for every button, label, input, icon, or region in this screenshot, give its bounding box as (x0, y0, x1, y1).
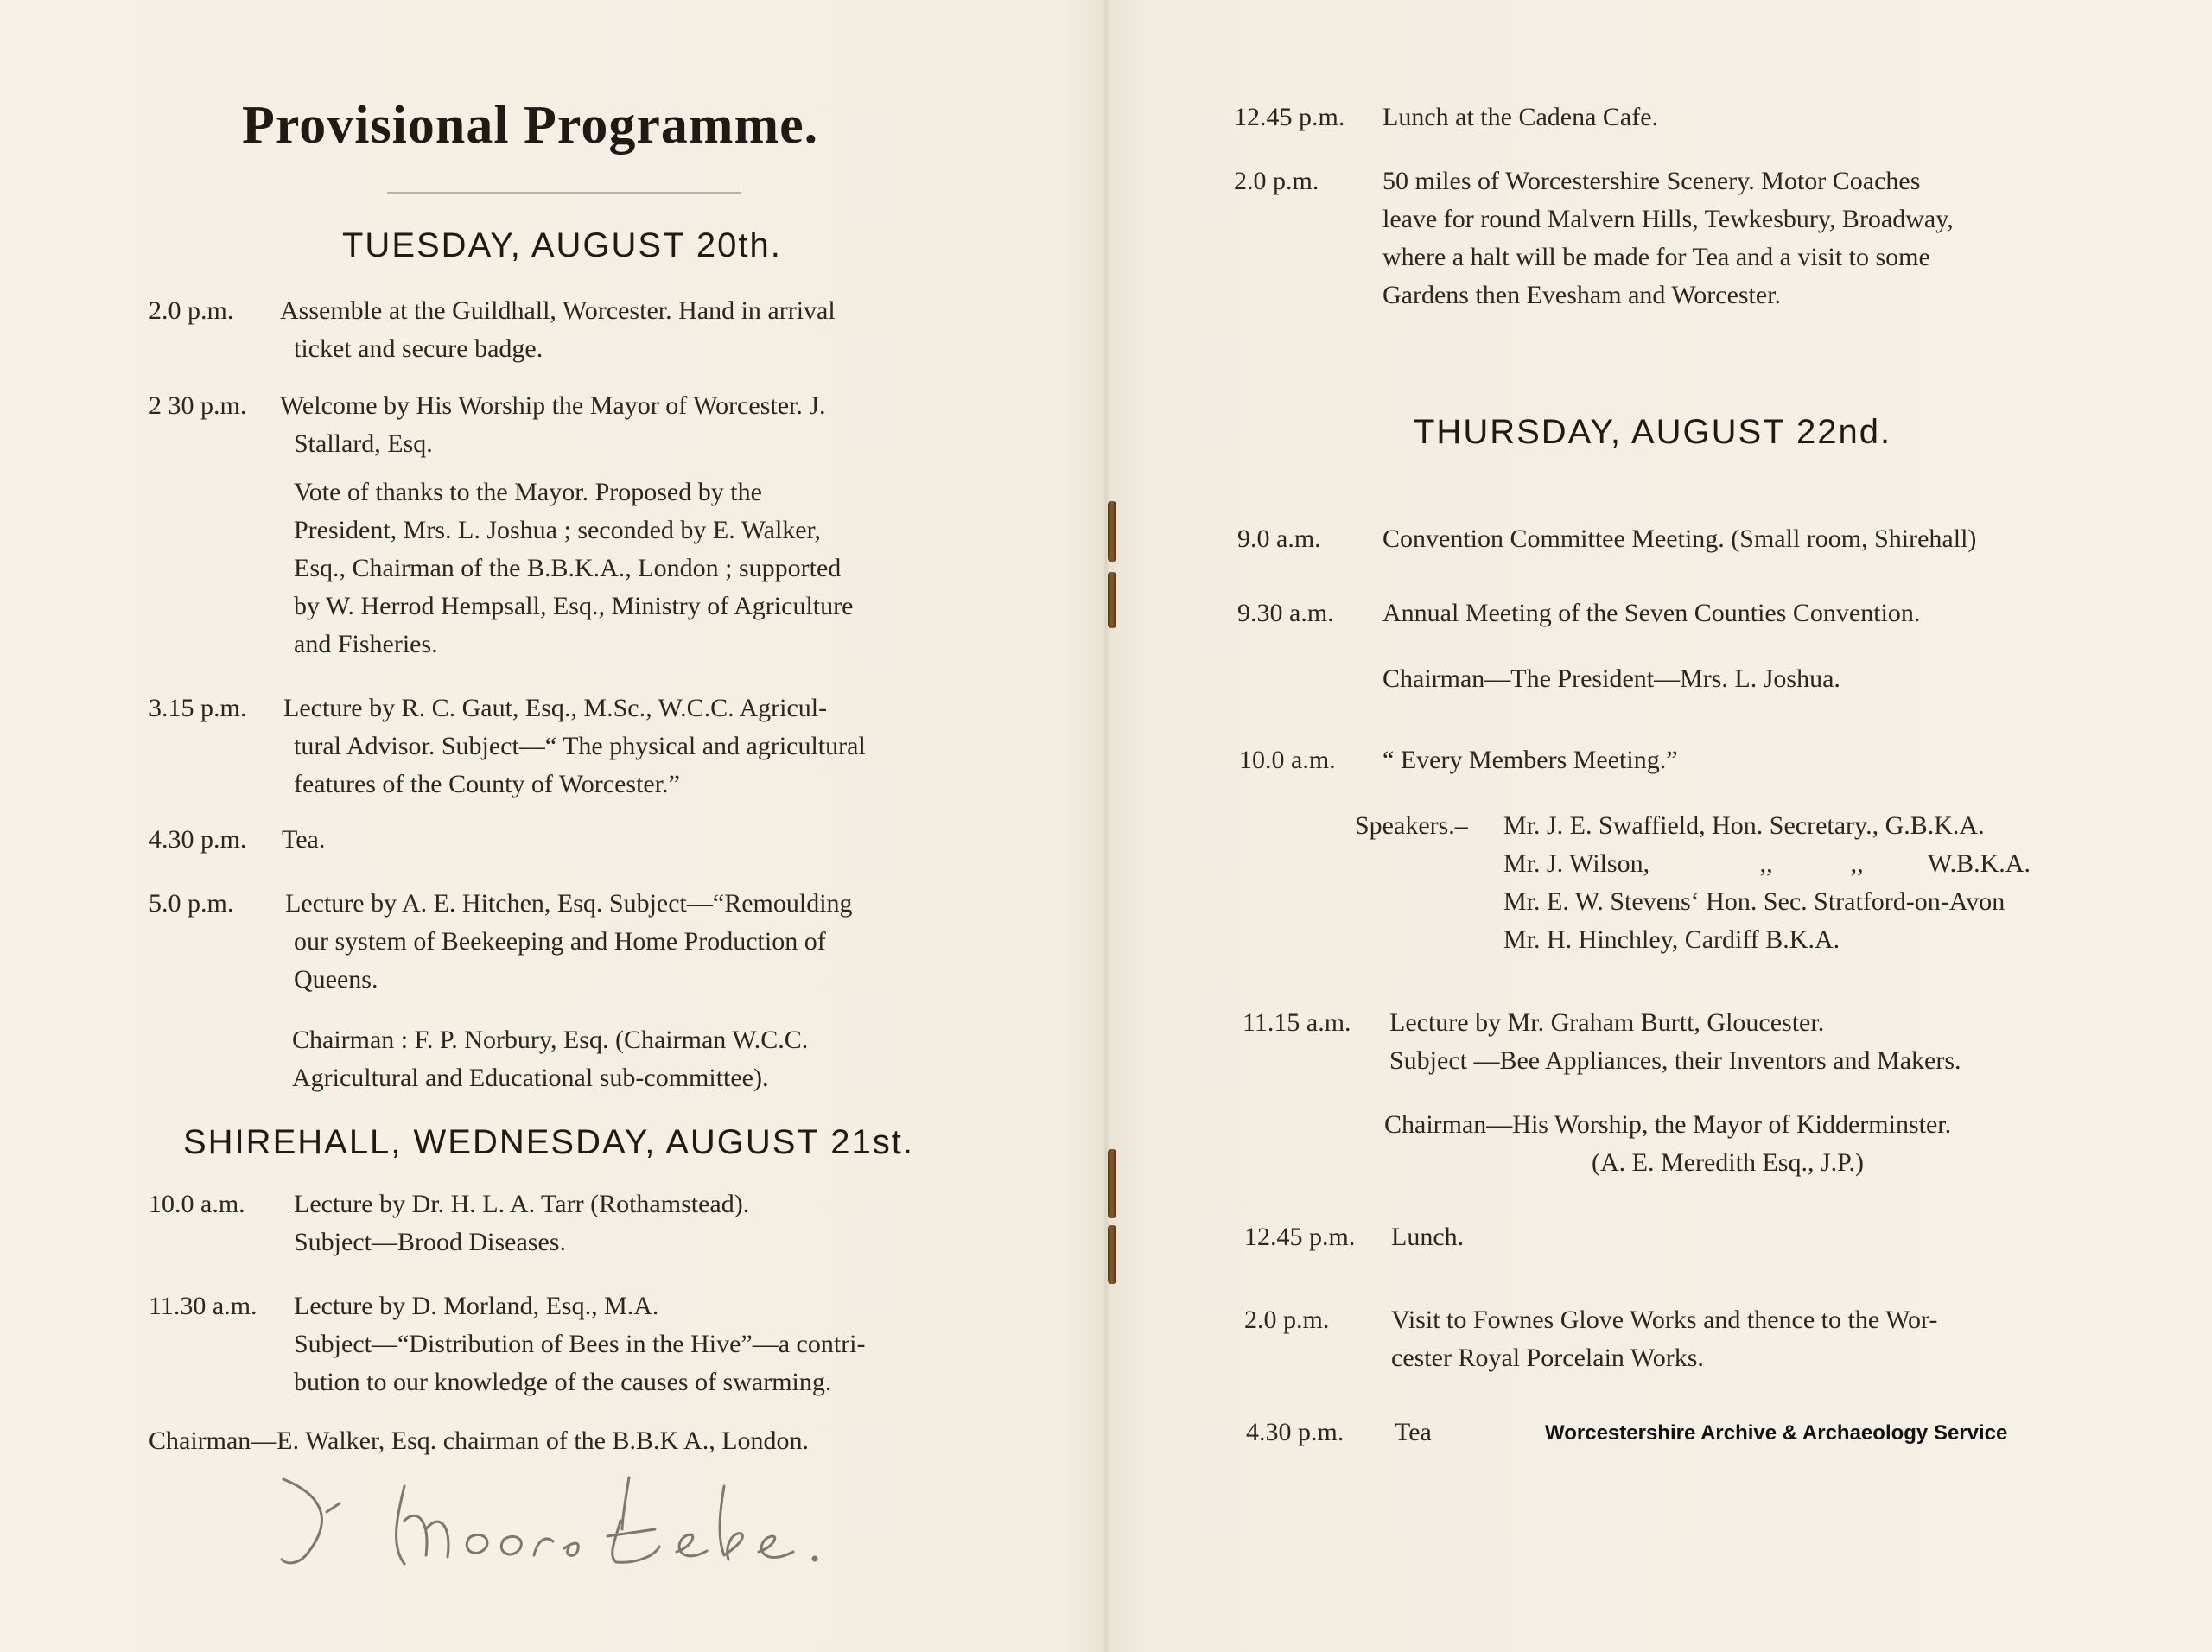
entry-line: Lunch at the Cadena Cafe. (1382, 103, 1659, 131)
speakers-list (1503, 807, 2031, 959)
entry-line: Subject —Bee Appliances, their Inventors and Makers. (1389, 1046, 1961, 1075)
vote-of-thanks (294, 473, 853, 664)
entry-time: 2.0 p.m. (1234, 167, 1319, 195)
entry-description (1382, 741, 2160, 779)
entry-time: 2.0 p.m. (1244, 1306, 1330, 1334)
entry-line: Tea. (282, 825, 326, 854)
entry-line: Stallard, Esq. (294, 429, 433, 458)
left-page (0, 0, 1097, 1652)
entry-time: 2.0 p.m. (149, 296, 234, 325)
thursday-chairman-kidderminster (1384, 1106, 1951, 1182)
entry-description (285, 885, 1149, 999)
entry-line: Lunch. (1391, 1223, 1465, 1251)
entry-description (282, 821, 627, 859)
entry-description (1382, 98, 2160, 137)
entry-line: cester Royal Porcelain Works. (1391, 1344, 1704, 1372)
entry-description (1382, 594, 2160, 632)
entry-line: Lecture by R. C. Gaut, Esq., M.Sc., W.C.C. Agricul- (283, 694, 828, 722)
entry-line: Subject—“Distribution of Bees in the Hive”—a contri- (294, 1330, 866, 1358)
entry-time: 9.0 a.m. (1237, 524, 1321, 553)
handwritten-signature (275, 1469, 897, 1581)
entry-time: 11.15 a.m. (1243, 1008, 1351, 1037)
day-heading-tuesday: TUESDAY, AUGUST 20th. (342, 226, 782, 264)
programme-title: Provisional Programme. (242, 96, 819, 155)
entry-description (294, 1287, 1158, 1401)
entry-description (1389, 1004, 2167, 1080)
entry-line: Chairman : F. P. Norbury, Esq. (Chairman W.C.C. (292, 1026, 809, 1054)
entry-time: 4.30 p.m. (149, 825, 247, 854)
entry-line: leave for round Malvern Hills, Tewkesbury, Broadway, (1382, 205, 1954, 233)
entry-line: by W. Herrod Hempsall, Esq., Ministry of Agriculture (294, 592, 854, 620)
speaker-item: Mr. H. Hinchley, Cardiff B.K.A. (1503, 925, 1840, 954)
entry-line: Queens. (294, 965, 378, 994)
tuesday-chairman (292, 1021, 808, 1097)
entry-line: Welcome by His Worship the Mayor of Worcester. J. (280, 391, 826, 420)
entry-line: Convention Committee Meeting. (Small room, Shirehall) (1382, 524, 1977, 553)
entry-line: 50 miles of Worcestershire Scenery. Motor Coaches (1382, 167, 1921, 195)
entry-time: 12.45 p.m. (1244, 1223, 1356, 1251)
entry-line: Annual Meeting of the Seven Counties Convention. (1382, 599, 1921, 627)
entry-line: Lecture by D. Morland, Esq., M.A. (294, 1292, 659, 1320)
entry-line: Subject—Brood Diseases. (294, 1228, 566, 1256)
entry-time: 9.30 a.m. (1237, 599, 1334, 627)
entry-description (294, 1185, 1158, 1261)
wednesday-chairman: Chairman—E. Walker, Esq. chairman of the B.B.K A., London. (149, 1426, 810, 1455)
archive-watermark: Worcestershire Archive & Archaeology Service (1545, 1421, 2008, 1445)
day-heading-wednesday: SHIREHALL, WEDNESDAY, AUGUST 21st. (183, 1123, 915, 1161)
title-divider (387, 192, 741, 194)
entry-description (1391, 1301, 2169, 1377)
entry-description (283, 689, 1147, 804)
entry-time: 10.0 a.m. (149, 1190, 245, 1218)
right-page (1115, 0, 2212, 1652)
entry-line: “ Every Members Meeting.” (1382, 746, 1678, 774)
entry-time: 3.15 p.m. (149, 694, 247, 722)
entry-time: 4.30 p.m. (1246, 1418, 1344, 1446)
entry-time: 2 30 p.m. (149, 391, 247, 420)
speaker-item: Mr. J. Wilson, ,, ,, W.B.K.A. (1503, 849, 2031, 878)
entry-description (280, 387, 1144, 463)
entry-time: 12.45 p.m. (1234, 103, 1345, 131)
entry-line: our system of Beekeeping and Home Production of (294, 927, 826, 956)
entry-line: Lecture by Mr. Graham Burtt, Gloucester. (1389, 1008, 1825, 1037)
entry-time: 10.0 a.m. (1239, 746, 1336, 774)
entry-line: Gardens then Evesham and Worcester. (1382, 281, 1782, 309)
entry-description (280, 292, 1144, 368)
entry-line: Lecture by Dr. H. L. A. Tarr (Rothamstead). (294, 1190, 750, 1218)
entry-description (1391, 1218, 2169, 1256)
entry-line: Vote of thanks to the Mayor. Proposed by the (294, 478, 762, 506)
entry-line: President, Mrs. L. Joshua ; seconded by E. Walker, (294, 516, 821, 544)
entry-line: features of the County of Worcester.” (294, 770, 680, 798)
entry-time: 5.0 p.m. (149, 889, 234, 918)
center-fold (1103, 0, 1109, 1652)
entry-line: Tea (1395, 1418, 1432, 1446)
entry-line: Agricultural and Educational sub-committee). (292, 1064, 769, 1092)
thursday-chairman-president: Chairman—The President—Mrs. L. Joshua. (1382, 664, 1840, 693)
entry-line: tural Advisor. Subject—“ The physical and agricultural (294, 732, 866, 760)
entry-line: Assemble at the Guildhall, Worcester. Hand in arrival (280, 296, 836, 325)
entry-line: (A. E. Meredith Esq., J.P.) (1592, 1148, 1864, 1177)
entry-line: Chairman—His Worship, the Mayor of Kidderminster. (1384, 1110, 1952, 1139)
entry-line: where a halt will be made for Tea and a visit to some (1382, 243, 1930, 271)
speakers-label: Speakers.– (1355, 811, 1468, 840)
speaker-item: Mr. E. W. Stevens‘ Hon. Sec. Stratford-on-Avon (1503, 887, 2005, 916)
speaker-item: Mr. J. E. Swaffield, Hon. Secretary., G.B.K.A. (1503, 811, 1985, 840)
entry-description (1382, 162, 2160, 315)
entry-line: Esq., Chairman of the B.B.K.A., London ; supported (294, 554, 842, 582)
entry-description (1382, 520, 2160, 558)
entry-time: 11.30 a.m. (149, 1292, 257, 1320)
entry-line: Visit to Fownes Glove Works and thence to the Wor- (1391, 1306, 1938, 1334)
entry-line: and Fisheries. (294, 630, 438, 658)
entry-line: ticket and secure badge. (294, 334, 543, 363)
entry-line: Lecture by A. E. Hitchen, Esq. Subject—“Remoulding (285, 889, 853, 918)
day-heading-thursday: THURSDAY, AUGUST 22nd. (1414, 413, 1892, 451)
entry-line: bution to our knowledge of the causes of swarming. (294, 1368, 832, 1396)
